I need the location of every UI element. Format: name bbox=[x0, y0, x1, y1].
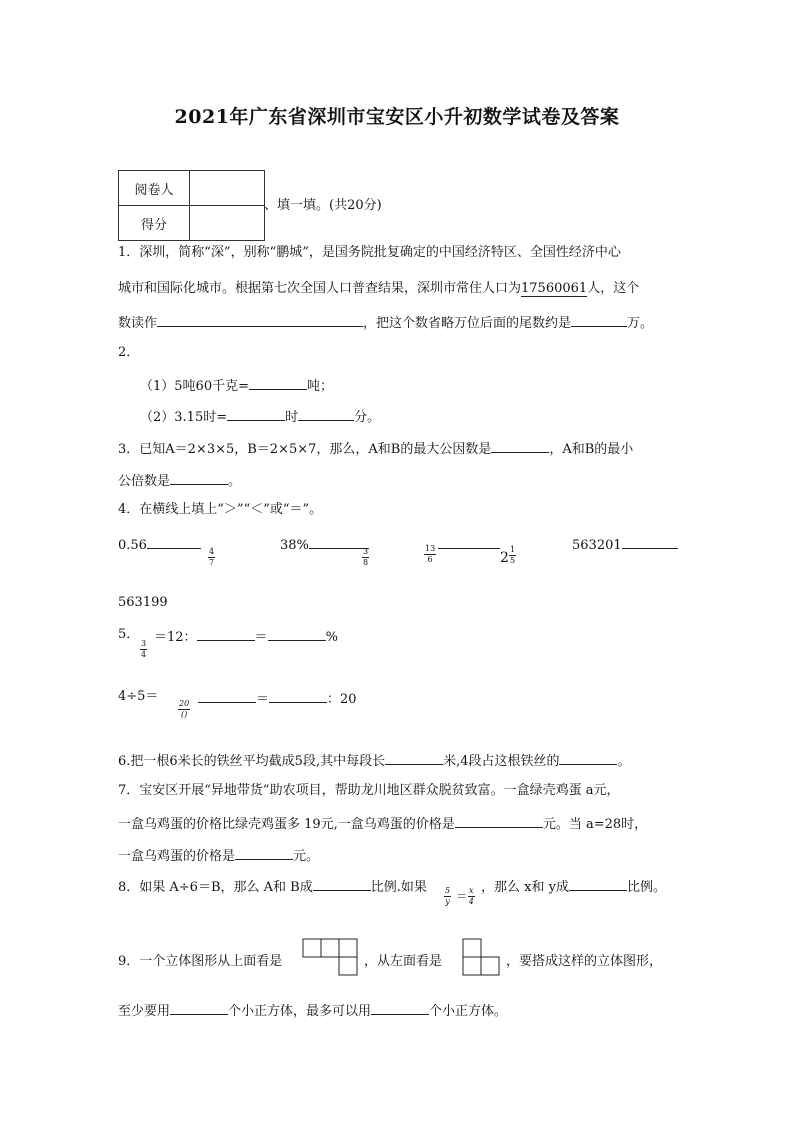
q8-b: 比例.如果 bbox=[370, 880, 427, 895]
q5-eq1: ＝12： bbox=[154, 630, 197, 645]
answer-blank-q6-2[interactable] bbox=[559, 752, 617, 765]
answer-blank-q7-1[interactable] bbox=[455, 815, 543, 828]
page-title: 2021年广东省深圳市宝安区小升初数学试卷及答案 bbox=[174, 106, 620, 128]
q2-part1-b: 吨； bbox=[306, 379, 333, 394]
q1-line1: 1．深圳，简称“深”，别称“鹏城”，是国务院批复确定的中国经济特区、全国性经济中心 bbox=[118, 245, 621, 260]
q8-fraction-right bbox=[468, 887, 475, 906]
q3-line2-a: 公倍数是 bbox=[118, 474, 171, 489]
q9-line2-b: 个小正方体，最多可以用 bbox=[228, 1004, 372, 1019]
q1-line3-a: 数读作 bbox=[118, 316, 158, 331]
q2-number: 2． bbox=[118, 345, 140, 360]
q8-a: 8．如果 A÷6＝B，那么 A和 B成 bbox=[118, 880, 313, 895]
score-label: 得分 bbox=[119, 206, 190, 241]
q4-item2 bbox=[280, 536, 369, 552]
frac-numerator: 3 bbox=[363, 547, 369, 556]
answer-blank-q2-1[interactable] bbox=[249, 377, 307, 390]
q6-b: 米,4段占这根铁丝的 bbox=[443, 754, 560, 769]
q4-item4 bbox=[572, 536, 678, 552]
answer-blank-q2-2b[interactable] bbox=[298, 408, 354, 421]
answer-blank-q2-2a[interactable] bbox=[227, 408, 285, 421]
q5-number: 5． bbox=[118, 627, 140, 642]
frac-numerator: 20 bbox=[179, 699, 190, 708]
q4-item3-mixed-whole: 2 bbox=[500, 550, 509, 566]
q5-percent: % bbox=[325, 630, 338, 645]
q5-line1 bbox=[154, 628, 338, 644]
q1-line3-c: 万。 bbox=[627, 316, 654, 331]
q9-line1-b: ，从左面看是 bbox=[364, 954, 443, 969]
score-table bbox=[118, 170, 265, 241]
answer-blank-q8-2[interactable] bbox=[569, 878, 627, 891]
answer-blank-q1-reading[interactable] bbox=[157, 314, 363, 327]
q3-line1 bbox=[118, 440, 633, 456]
q2-part1-a: （1）5吨60千克= bbox=[140, 379, 249, 394]
frac-denominator: () bbox=[180, 710, 188, 719]
frac-numerator: 5 bbox=[445, 886, 451, 895]
q6-c: 。 bbox=[617, 754, 631, 769]
q5-line2-eq: ＝ bbox=[256, 692, 270, 707]
q4-item3-fraction bbox=[424, 545, 436, 564]
top-view-shape bbox=[302, 938, 360, 978]
answer-blank-q4-4[interactable] bbox=[622, 536, 678, 549]
q9-line2-a: 至少要用 bbox=[118, 1004, 171, 1019]
q2-part2 bbox=[140, 408, 380, 424]
answer-blank-q4-3[interactable] bbox=[438, 536, 500, 549]
frac-denominator: 8 bbox=[363, 558, 369, 567]
frac-numerator: 1 bbox=[510, 545, 516, 554]
q7-line3-b: 元。 bbox=[293, 849, 320, 864]
q3-line1-a: 3．已知A＝2×3×5，B＝2×5×7，那么，A和B的最大公因数是 bbox=[118, 442, 492, 457]
answer-blank-q8-1[interactable] bbox=[313, 878, 371, 891]
q7-line2-b: 元。当 a=28时， bbox=[542, 817, 648, 832]
q4-item4-right: 563199 bbox=[118, 595, 168, 610]
answer-blank-q3-lcm[interactable] bbox=[170, 472, 228, 485]
q3-line2-b: 。 bbox=[228, 474, 242, 489]
q5-fraction2 bbox=[178, 700, 190, 719]
q6-line bbox=[118, 752, 631, 768]
frac-denominator: 6 bbox=[427, 555, 433, 564]
q9-line2-c: 个小正方体。 bbox=[429, 1004, 508, 1019]
q4-item1-left: 0.56 bbox=[118, 538, 147, 553]
q4-item3-mixed-fraction bbox=[509, 546, 516, 565]
frac-numerator: 3 bbox=[141, 639, 147, 648]
q8-part2 bbox=[481, 878, 666, 894]
q2-part2-b: 时 bbox=[285, 410, 299, 425]
frac-denominator: 5 bbox=[510, 556, 516, 565]
q5-line2 bbox=[198, 690, 357, 706]
q4-intro: 4．在横线上填上“＞”“＜”或“＝”。 bbox=[118, 502, 323, 517]
answer-blank-q9-max[interactable] bbox=[371, 1002, 429, 1015]
q1-line2 bbox=[118, 282, 639, 295]
frac-denominator: 7 bbox=[209, 558, 215, 567]
score-cell[interactable] bbox=[190, 206, 265, 241]
section-heading: 、填一填。(共20分) bbox=[264, 198, 382, 213]
reviewer-label: 阅卷人 bbox=[119, 171, 190, 206]
q9-line1-a: 9．一个立体图形从上面看是 bbox=[118, 954, 283, 969]
frac-numerator: 4 bbox=[209, 547, 215, 556]
q9-line1-c: ，要搭成这样的立体图形， bbox=[506, 954, 663, 969]
q4-item1-fraction bbox=[208, 548, 215, 567]
frac-numerator: 13 bbox=[425, 544, 436, 553]
answer-blank-q9-min[interactable] bbox=[170, 1002, 228, 1015]
q8-fraction-left bbox=[444, 887, 451, 906]
q5-line2-start: 4÷5＝ bbox=[118, 689, 159, 704]
q8-c: ，那么 x和 y成 bbox=[481, 880, 569, 895]
q5-fraction bbox=[140, 640, 147, 659]
population-number: 17560061 bbox=[521, 281, 588, 296]
q1-line3-b: ，把这个数省略万位后面的尾数约是 bbox=[363, 316, 572, 331]
q7-line3 bbox=[118, 847, 319, 863]
q4-item1 bbox=[118, 536, 201, 552]
q7-line2-a: 一盒乌鸡蛋的价格比绿壳鸡蛋多 19元,一盒乌鸡蛋的价格是 bbox=[118, 817, 455, 832]
answer-blank-q3-gcd[interactable] bbox=[491, 440, 549, 453]
q8-d: 比例。 bbox=[626, 880, 666, 895]
q2-part1 bbox=[140, 377, 333, 393]
answer-blank-q7-2[interactable] bbox=[235, 847, 293, 860]
q3-line2 bbox=[118, 472, 241, 488]
q4-item4-left: 563201 bbox=[572, 538, 622, 553]
answer-blank-q5-4[interactable] bbox=[269, 690, 327, 703]
answer-blank-q4-2[interactable] bbox=[309, 536, 369, 549]
frac-denominator: 4 bbox=[141, 650, 147, 659]
frac-numerator: x bbox=[469, 886, 474, 895]
q6-a: 6.把一根6米长的铁丝平均截成5段,其中每段长 bbox=[118, 754, 386, 769]
q2-part2-a: （2）3.15时= bbox=[140, 410, 228, 425]
reviewer-cell[interactable] bbox=[190, 171, 265, 206]
q7-line3-a: 一盒乌鸡蛋的价格是 bbox=[118, 849, 236, 864]
answer-blank-q5-2[interactable] bbox=[268, 628, 326, 641]
answer-blank-q5-3[interactable] bbox=[198, 690, 256, 703]
q4-item2-left: 38% bbox=[280, 538, 309, 553]
q1-line2-post: 人，这个 bbox=[587, 281, 640, 296]
q9-line2 bbox=[118, 1002, 507, 1018]
q4-item2-fraction bbox=[362, 548, 369, 567]
q8-equals: ＝ bbox=[456, 890, 467, 903]
answer-blank-q5-1[interactable] bbox=[197, 628, 255, 641]
answer-blank-q6-1[interactable] bbox=[385, 752, 443, 765]
q5-eq2: ＝ bbox=[254, 630, 268, 645]
answer-blank-q1-approx[interactable] bbox=[571, 314, 627, 327]
q8-part1 bbox=[118, 878, 427, 894]
frac-denominator: y bbox=[445, 897, 450, 906]
left-view-shape bbox=[462, 938, 502, 978]
q1-line3 bbox=[118, 314, 653, 330]
q4-item3-blank-wrap bbox=[438, 536, 500, 552]
q5-line2-end: ：20 bbox=[327, 692, 357, 707]
q3-line1-b: ，A和B的最小 bbox=[549, 442, 634, 457]
q7-line2 bbox=[118, 815, 647, 831]
q7-line1: 7．宝安区开展“异地带货”助农项目，帮助龙川地区群众脱贫致富。一盒绿壳鸡蛋 a元， bbox=[118, 783, 620, 798]
frac-denominator: 4 bbox=[468, 897, 474, 906]
answer-blank-q4-1[interactable] bbox=[147, 536, 201, 549]
q1-line2-pre: 城市和国际化城市。根据第七次全国人口普查结果，深圳市常住人口为 bbox=[118, 281, 522, 296]
q2-part2-c: 分。 bbox=[354, 410, 381, 425]
